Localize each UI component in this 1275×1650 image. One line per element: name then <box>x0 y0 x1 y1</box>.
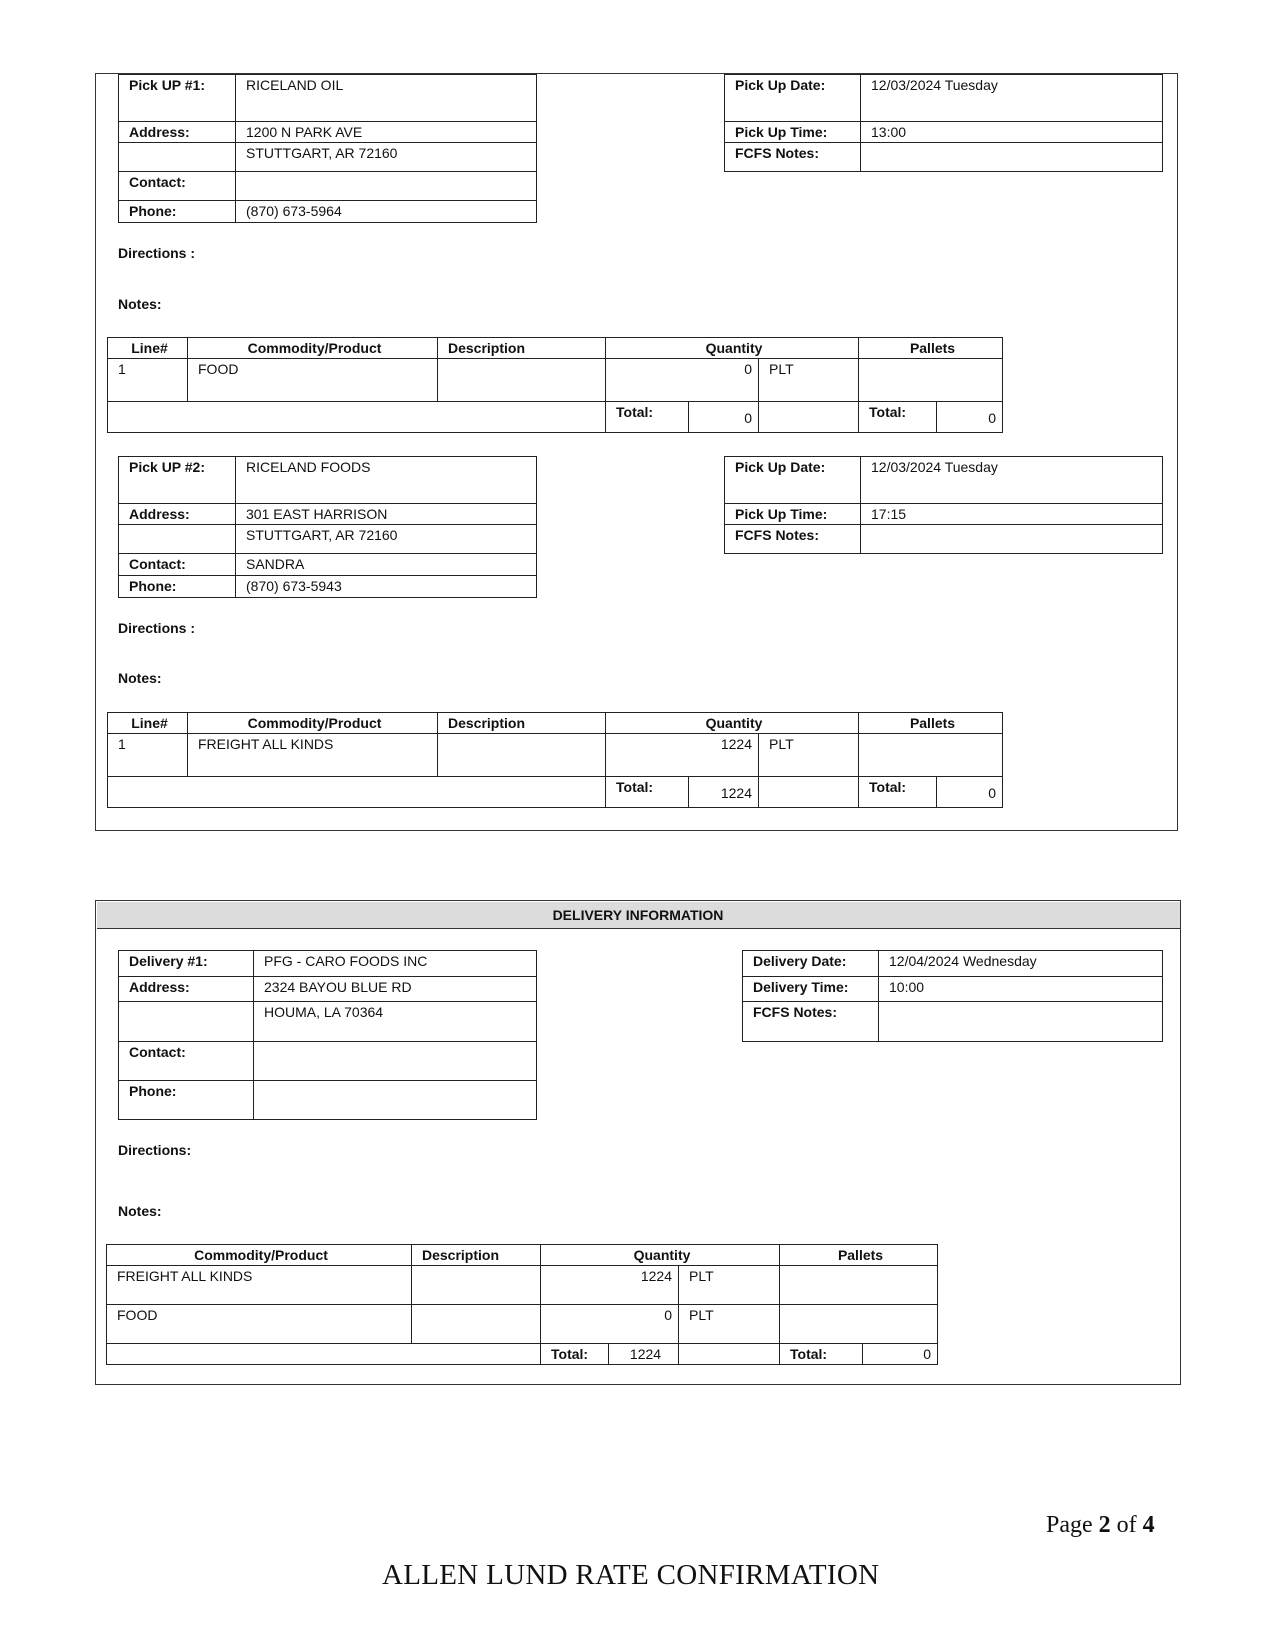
pickup1-time: 13:00 <box>861 122 1163 143</box>
pickup2-address-label: Address: <box>119 504 236 525</box>
pickup1-address-blank <box>119 143 236 172</box>
pickup1-info-table <box>118 74 537 223</box>
pickup2-address-line1: 301 EAST HARRISON <box>236 504 537 525</box>
pickup1-address-line1: 1200 N PARK AVE <box>236 122 537 143</box>
pickup1-hdr-commodity: Commodity/Product <box>188 338 438 359</box>
delivery-notes-label: Notes: <box>118 1203 162 1219</box>
delivery-pallets-total: 0 <box>863 1344 938 1365</box>
pickup2-address-blank <box>119 525 236 554</box>
pickup2-phone: (870) 673-5943 <box>236 576 537 598</box>
pickup2-total-spacer <box>108 777 606 808</box>
pickup2-row-pallets <box>859 734 1003 777</box>
delivery-row2-pallets <box>780 1305 938 1344</box>
delivery-total-spacer <box>107 1344 541 1365</box>
pickup1-directions-label: Directions : <box>118 245 196 261</box>
pickup1-hdr-description: Description <box>438 338 606 359</box>
pickup1-row-commodity: FOOD <box>188 359 438 402</box>
pickup2-date-label: Pick Up Date: <box>725 457 861 504</box>
pickup1-hdr-pallets: Pallets <box>859 338 1003 359</box>
pickup1-fcfs-label: FCFS Notes: <box>725 143 861 172</box>
pickup2-info-table <box>118 456 537 598</box>
delivery-fcfs-label: FCFS Notes: <box>743 1002 879 1042</box>
page-total: 4 <box>1142 1512 1155 1538</box>
pickup2-hdr-pallets: Pallets <box>859 713 1003 734</box>
delivery-name: PFG - CARO FOODS INC <box>254 951 537 977</box>
pickup2-address-line2: STUTTGART, AR 72160 <box>236 525 537 554</box>
pickup1-qty-total: 0 <box>689 402 759 433</box>
pickup2-row-description <box>438 734 606 777</box>
delivery-address-line1: 2324 BAYOU BLUE RD <box>254 977 537 1002</box>
pickup1-row-qty: 0 <box>606 359 759 402</box>
pickup1-date-label: Pick Up Date: <box>725 75 861 122</box>
pickup2-hdr-line: Line# <box>108 713 188 734</box>
delivery-row1-commodity: FREIGHT ALL KINDS <box>107 1266 412 1305</box>
pickup2-directions-label: Directions : <box>118 620 196 636</box>
pickup2-total-blank <box>759 777 859 808</box>
delivery-time: 10:00 <box>879 977 1163 1002</box>
pickup2-row-line: 1 <box>108 734 188 777</box>
pickup1-row-description <box>438 359 606 402</box>
pickup1-commodity-table <box>107 337 1003 433</box>
delivery-hdr-commodity: Commodity/Product <box>107 1245 412 1266</box>
pickup2-commodity-table <box>107 712 1003 808</box>
pickup1-row-unit: PLT <box>759 359 859 402</box>
pickup1-notes-label: Notes: <box>118 296 162 312</box>
pickup2-row-unit: PLT <box>759 734 859 777</box>
delivery-time-label: Delivery Time: <box>743 977 879 1002</box>
pickup1-row-pallets <box>859 359 1003 402</box>
pickup2-phone-label: Phone: <box>119 576 236 598</box>
delivery-total-label: Total: <box>541 1344 609 1365</box>
page-of: of <box>1110 1512 1143 1538</box>
pickup1-total-spacer <box>108 402 606 433</box>
delivery-contact <box>254 1042 537 1081</box>
pickup1-total-label: Total: <box>606 402 689 433</box>
delivery-row2-unit: PLT <box>679 1305 780 1344</box>
table-row <box>107 1305 938 1344</box>
pickup1-contact <box>236 172 537 201</box>
pickup1-schedule-table <box>724 74 1163 172</box>
pickup1-time-label: Pick Up Time: <box>725 122 861 143</box>
delivery-commodity-table <box>106 1244 938 1365</box>
pickup1-hdr-line: Line# <box>108 338 188 359</box>
pickup1-date: 12/03/2024 Tuesday <box>861 75 1163 122</box>
pickup2-fcfs-label: FCFS Notes: <box>725 525 861 554</box>
pickup2-time-label: Pick Up Time: <box>725 504 861 525</box>
pickup2-row-commodity: FREIGHT ALL KINDS <box>188 734 438 777</box>
pickup1-pallets-total: 0 <box>937 402 1003 433</box>
delivery-row2-description <box>412 1305 541 1344</box>
delivery-address-line2: HOUMA, LA 70364 <box>254 1002 537 1042</box>
pickup1-address-line2: STUTTGART, AR 72160 <box>236 143 537 172</box>
delivery-fcfs <box>879 1002 1163 1042</box>
delivery-info-table <box>118 950 537 1120</box>
page-number <box>1046 1512 1155 1539</box>
pickup1-hdr-quantity: Quantity <box>606 338 859 359</box>
delivery-hdr-description: Description <box>412 1245 541 1266</box>
delivery-address-blank <box>119 1002 254 1042</box>
pickup2-total-label: Total: <box>606 777 689 808</box>
delivery-qty-total: 1224 <box>609 1344 679 1365</box>
delivery-address-label: Address: <box>119 977 254 1002</box>
pickup2-qty-total: 1224 <box>689 777 759 808</box>
delivery-row1-qty: 1224 <box>541 1266 679 1305</box>
delivery-total-blank <box>679 1344 780 1365</box>
page-prefix: Page <box>1046 1512 1099 1538</box>
pickup1-row-line: 1 <box>108 359 188 402</box>
pickup2-hdr-commodity: Commodity/Product <box>188 713 438 734</box>
pickup2-schedule-table <box>724 456 1163 554</box>
delivery-pallets-total-label: Total: <box>780 1344 863 1365</box>
pickup2-hdr-description: Description <box>438 713 606 734</box>
table-row <box>108 359 1003 402</box>
delivery-phone-label: Phone: <box>119 1081 254 1120</box>
delivery-schedule-table <box>742 950 1163 1042</box>
delivery-info-banner: DELIVERY INFORMATION <box>97 902 1180 929</box>
page-current: 2 <box>1098 1512 1111 1538</box>
pickup1-label: Pick UP #1: <box>119 75 236 122</box>
pickup2-contact-label: Contact: <box>119 554 236 576</box>
delivery-date: 12/04/2024 Wednesday <box>879 951 1163 977</box>
pickup1-contact-label: Contact: <box>119 172 236 201</box>
delivery-phone <box>254 1081 537 1120</box>
delivery-row2-commodity: FOOD <box>107 1305 412 1344</box>
pickup2-pallets-total: 0 <box>937 777 1003 808</box>
pickup1-fcfs <box>861 143 1163 172</box>
document-title: ALLEN LUND RATE CONFIRMATION <box>382 1559 880 1591</box>
table-row <box>107 1266 938 1305</box>
delivery-row1-unit: PLT <box>679 1266 780 1305</box>
delivery-row1-description <box>412 1266 541 1305</box>
delivery-date-label: Delivery Date: <box>743 951 879 977</box>
delivery-contact-label: Contact: <box>119 1042 254 1081</box>
pickup2-contact: SANDRA <box>236 554 537 576</box>
delivery-hdr-pallets: Pallets <box>780 1245 938 1266</box>
pickup1-name: RICELAND OIL <box>236 75 537 122</box>
pickup2-name: RICELAND FOODS <box>236 457 537 504</box>
pickup1-total-blank <box>759 402 859 433</box>
delivery-hdr-quantity: Quantity <box>541 1245 780 1266</box>
pickup1-phone-label: Phone: <box>119 201 236 223</box>
pickup1-pallets-total-label: Total: <box>859 402 937 433</box>
table-row <box>108 734 1003 777</box>
delivery-row2-qty: 0 <box>541 1305 679 1344</box>
pickup2-row-qty: 1224 <box>606 734 759 777</box>
delivery-directions-label: Directions: <box>118 1142 192 1158</box>
pickup1-address-label: Address: <box>119 122 236 143</box>
pickup2-fcfs <box>861 525 1163 554</box>
delivery-label: Delivery #1: <box>119 951 254 977</box>
pickup2-pallets-total-label: Total: <box>859 777 937 808</box>
pickup2-time: 17:15 <box>861 504 1163 525</box>
pickup1-phone: (870) 673-5964 <box>236 201 537 223</box>
pickup2-date: 12/03/2024 Tuesday <box>861 457 1163 504</box>
delivery-row1-pallets <box>780 1266 938 1305</box>
pickup2-label: Pick UP #2: <box>119 457 236 504</box>
pickup2-notes-label: Notes: <box>118 670 162 686</box>
pickup2-hdr-quantity: Quantity <box>606 713 859 734</box>
